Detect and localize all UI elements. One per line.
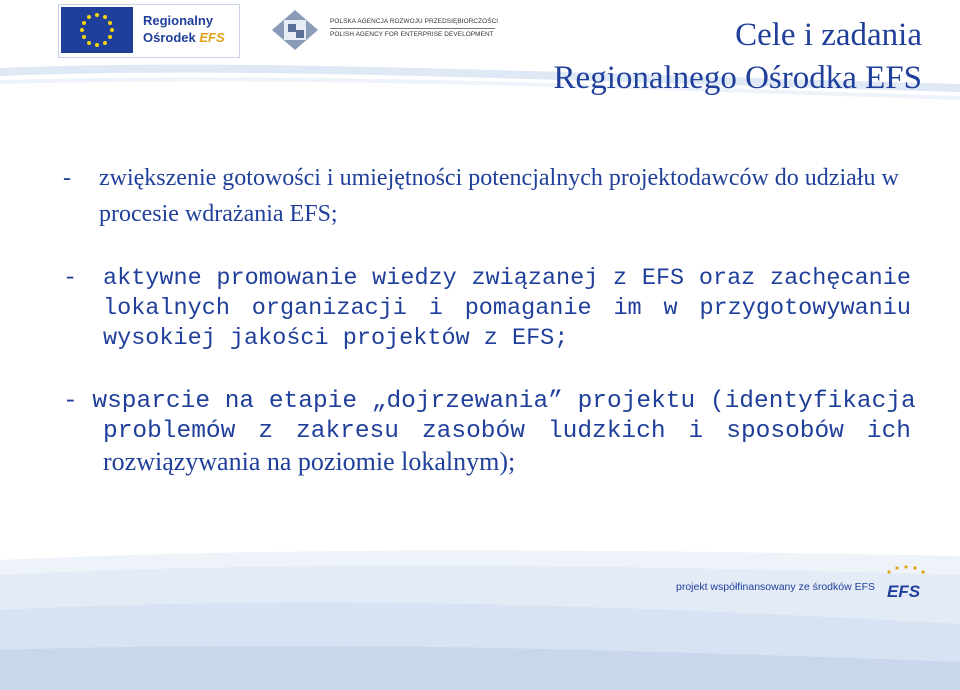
slide-title	[554, 14, 922, 100]
bullet-3-line-2: problemów z zakresu zasobów ludzkich i sposobów ich	[103, 418, 911, 445]
bullet-3-line-3: rozwiązywania na poziomie lokalnym);	[103, 447, 516, 476]
bullet-1	[63, 160, 911, 232]
footer-cofinancing-text: projekt współfinansowany ze środków EFS	[676, 581, 876, 593]
bullet-3	[63, 387, 916, 477]
bullet-1-text: zwiększenie gotowości i umiejętności potencjalnych projektodawców do udziału w procesie wdrażania EFS;	[99, 165, 899, 227]
parp-line-2: POLISH AGENCY FOR ENTERPRISE DEVELOPMENT	[330, 31, 494, 38]
parp-mark-icon	[268, 8, 322, 52]
bullet-dash: -	[63, 265, 78, 292]
efs-stars-logo	[881, 564, 931, 604]
slide-content	[63, 160, 916, 477]
eu-flag-icon	[61, 7, 133, 53]
parp-divider	[330, 28, 495, 29]
bullet-3-first-line: - wsparcie na etapie „dojrzewania” projektu (identyfikacja	[63, 388, 916, 415]
parp-logo	[268, 8, 498, 52]
logo-line-2a: Ośrodek	[143, 30, 200, 45]
regional-efs-logo	[58, 4, 240, 58]
logo-line-1: Regionalny	[143, 13, 214, 28]
efs-logo-label: EFS	[887, 582, 921, 601]
bullet-dash: -	[63, 165, 71, 191]
title-line-1: Cele i zadania	[735, 17, 922, 53]
bullet-2	[63, 264, 911, 354]
regional-efs-logo-text	[143, 12, 225, 46]
title-line-2: Regionalnego Ośrodka EFS	[553, 60, 922, 96]
footer	[676, 578, 946, 608]
bullet-2-text: aktywne promowanie wiedzy związanej z EFS oraz zachęcanie lokalnych organizacji i pomaganie im w przygotowywaniu wysokiej jakości projektów z EFS;	[103, 265, 911, 352]
parp-line-1: POLSKA AGENCJA ROZWOJU PRZEDSIĘBIORCZOŚCI	[330, 18, 499, 25]
logo-line-2	[143, 29, 225, 46]
logo-efs-tag: EFS	[199, 30, 225, 45]
bullet-3-continuation	[63, 417, 911, 477]
parp-logo-text	[330, 17, 498, 40]
